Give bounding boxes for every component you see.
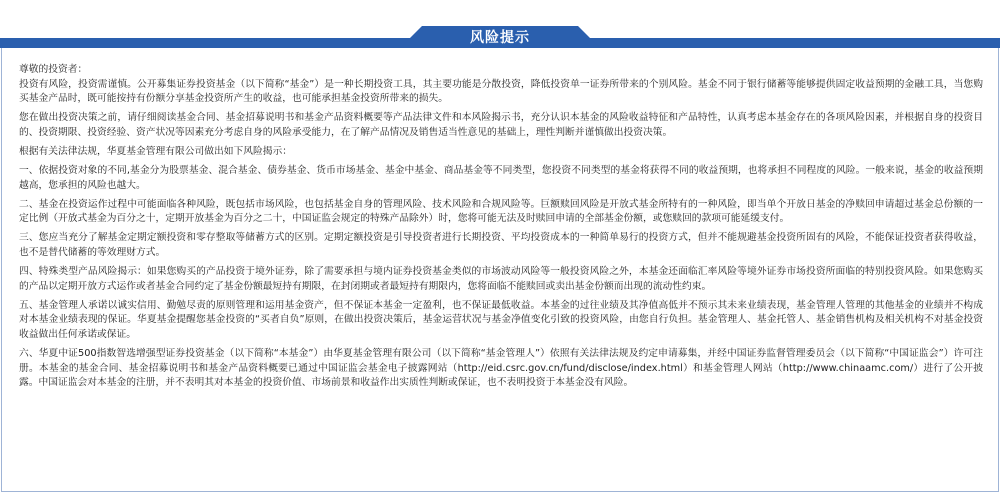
paragraph-decision: 您在做出投资决策之前，请仔细阅读基金合同、基金招募说明书和基金产品资料概要等产品法律文件和本风险揭示书，充分认识本基金的风险收益特征和产品特性，认真考虑本基金存在的各项风险因素，并根据自身的投资目的、投资期限、投资经验、资产状况等因素充分考虑自身的风险承受能力，在了解产品情况及销售适当性意见的基础上，理性判断并谨慎做出投资决策。	[19, 112, 983, 138]
paragraph-item-4: 四、特殊类型产品风险揭示：如果您购买的产品投资于境外证券，除了需要承担与境内证券投资基金类似的市场波动风险等一般投资风险之外，本基金还面临汇率风险等境外证券市场投资所面临的特别投资风险。如果您购买的产品以定期开放方式运作或者基金合同约定了基金份额最短持有期限，在封闭期或者最短持有期限内，您将面临不能赎回或卖出基金份额而出现的流动性约束。	[19, 266, 983, 292]
paragraph-item-3: 三、您应当充分了解基金定期定额投资和零存整取等储蓄方式的区别。定期定额投资是引导投资者进行长期投资、平均投资成本的一种简单易行的投资方式，但并不能规避基金投资所固有的风险，不能保证投资者获得收益，也不是替代储蓄的等效理财方式。	[19, 232, 983, 259]
paragraph-disclosure-lead: 根据有关法律法规，华夏基金管理有限公司做出如下风险揭示：	[19, 145, 292, 157]
paragraph-item-2: 二、基金在投资运作过程中可能面临各种风险，既包括市场风险，也包括基金自身的管理风险、技术风险和合规风险等。巨额赎回风险是开放式基金所特有的一种风险，即当单个开放日基金的净赎回申请超过基金总份额的一定比例（开放式基金为百分之十，定期开放基金为百分之二十，中国证监会规定的特殊产品除外）时，您将可能无法及时赎回申请的全部基金份额，或您赎回的款项可能延缓支付。	[19, 198, 983, 225]
paragraph-item-5: 五、基金管理人承诺以诚实信用、勤勉尽责的原则管理和运用基金资产，但不保证本基金一定盈利，也不保证最低收益。本基金的过往业绩及其净值高低并不预示其未来业绩表现，基金管理人管理的其他基金的业绩并不构成对本基金业绩表现的保证。华夏基金提醒您基金投资的“买者自负”原则，在做出投资决策后，基金运营状况与基金净值变化引致的投资风险，由您自行负担。基金管理人、基金托管人、基金销售机构及相关机构不对基金投资收益做出任何承诺或保证。	[19, 299, 983, 340]
greeting: 尊敬的投资者：	[19, 64, 88, 75]
paragraph-intro: 投资有风险，投资需谨慎。公开募集证券投资基金（以下简称“基金”）是一种长期投资工具，其主要功能是分散投资，降低投资单一证券所带来的个别风险。基金不同于银行储蓄等能够提供固定收益预期的金融工具，当您购买基金产品时，既可能按持有份额分享基金投资所产生的收益，也可能承担基金投资所带来的损失。	[19, 78, 983, 105]
paragraph-item-6: 六、华夏中证500指数智选增强型证券投资基金（以下简称“本基金”）由华夏基金管理有限公司（以下简称“基金管理人”）依照有关法律法规及约定申请募集，并经中国证券监督管理委员会（以下简称“中国证监会”）许可注册。本基金的基金合同、基金招募说明书和基金产品资料概要已通过中国证监会基金电子披露网站（http://eid.csrc.gov.cn/fund/disclose/index.html）和基金管理人网站（http://www.chinaamc.com/）进行了公开披露。中国证监会对本基金的注册，并不表明其对本基金的投资价值、市场前景和收益作出实质性判断或保证，也不表明投资于本基金没有风险。	[19, 348, 983, 389]
paragraph-item-1: 一、依据投资对象的不同,基金分为股票基金、混合基金、债券基金、货币市场基金、基金中基金、商品基金等不同类型，您投资不同类型的基金将获得不同的收益预期，也将承担不同程度的风险。一般来说，基金的收益预期越高，您承担的风险也越大。	[19, 165, 983, 191]
risk-disclosure-text	[19, 63, 983, 395]
page-title: 风险提示	[470, 30, 530, 46]
